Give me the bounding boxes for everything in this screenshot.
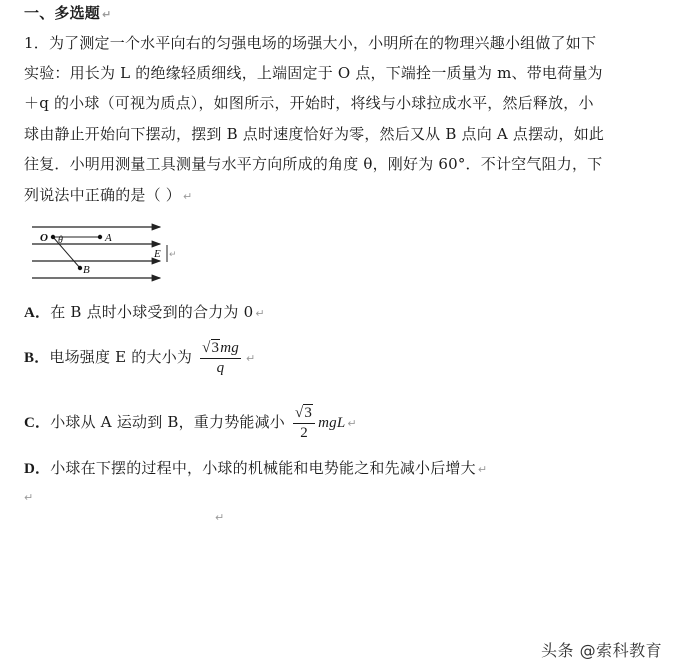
option-b-label: B． xyxy=(24,350,50,366)
paragraph-mark-icon: ↵ xyxy=(255,307,265,320)
point-b-dot xyxy=(78,266,82,270)
question-line-4: 球由静止开始向下摆动，摆到 B 点时速度恰好为零，然后又从 B 点向 A 点摆动，如此 xyxy=(24,125,605,143)
paragraph-mark-icon: ↵ xyxy=(477,463,488,476)
label-o: O xyxy=(40,232,48,244)
fraction-sqrt3mg-over-q: $\frac{√3mg}{q}$ xyxy=(202,339,239,376)
point-a-dot xyxy=(98,235,102,239)
paragraph-mark-icon: ↵ xyxy=(169,250,177,260)
question-line-6 xyxy=(24,185,192,207)
paragraph-mark-icon: ↵ xyxy=(24,491,34,504)
option-a-label: A． xyxy=(24,305,51,321)
watermark: 头条 @索科教育 xyxy=(541,641,663,660)
option-d-label: D． xyxy=(24,461,51,477)
sqrt-icon: √ xyxy=(202,339,211,356)
field-lines xyxy=(32,227,160,278)
option-d xyxy=(24,458,487,480)
section-title xyxy=(24,3,111,25)
label-e: E xyxy=(154,248,161,260)
label-b: B xyxy=(83,264,90,276)
question-line-6-text: 列说法中正确的是（ ） xyxy=(24,186,181,204)
paragraph-mark-icon: ↵ xyxy=(182,190,193,203)
option-a-text: 在 B 点时小球受到的合力为 0 xyxy=(50,303,254,321)
section-title-text: 一、多选题 xyxy=(24,4,101,22)
empty-paragraph xyxy=(24,486,33,508)
option-a xyxy=(24,302,265,324)
paragraph-mark-icon: ↵ xyxy=(102,8,112,21)
question-line-2: 实验：用长为 L 的绝缘轻质细线，上端固定于 O 点，下端拴一质量为 m、带电荷量为 xyxy=(24,64,603,82)
question-line-5: 往复．小明用测量工具测量与水平方向所成的角度 θ，刚好为 60°．不计空气阻力，下 xyxy=(24,155,603,173)
empty-paragraph xyxy=(215,506,224,528)
option-c xyxy=(24,402,357,444)
option-b-text: 电场强度 E 的大小为 xyxy=(49,348,193,366)
fraction-sqrt3-over-2: $\frac{√3}{2}$ xyxy=(293,405,315,442)
paragraph-mark-icon: ↵ xyxy=(245,352,256,365)
option-c-suffix: mgL xyxy=(318,415,346,431)
option-d-text: 小球在下摆的过程中，小球的机械能和电势能之和先减小后增大 xyxy=(50,459,476,477)
label-theta: θ xyxy=(58,235,63,246)
question-line-3: ＋q 的小球（可视为质点），如图所示，开始时，将线与小球拉成水平，然后释放，小 xyxy=(24,94,594,112)
option-c-text: 小球从 A 运动到 B，重力势能减小 xyxy=(50,413,285,431)
point-o-dot xyxy=(51,235,55,239)
option-b xyxy=(24,337,255,379)
question-line-1: 1．为了测定一个水平向右的匀强电场的场强大小，小明所在的物理兴趣小组做了如下 xyxy=(24,34,597,52)
option-c-label: C． xyxy=(24,415,51,431)
paragraph-mark-icon: ↵ xyxy=(347,417,357,430)
label-a: A xyxy=(105,232,112,244)
sqrt-icon: √ xyxy=(294,404,304,421)
electric-field-diagram xyxy=(20,215,190,290)
paragraph-mark-icon: ↵ xyxy=(215,511,225,524)
